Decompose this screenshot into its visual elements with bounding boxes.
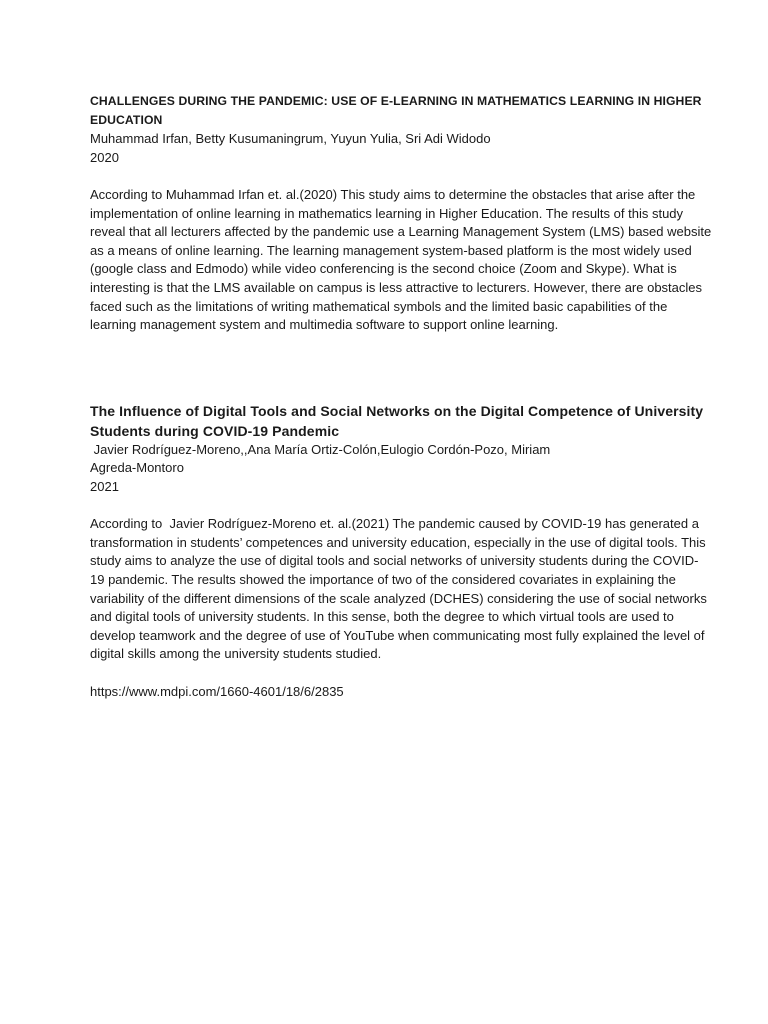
entry-2 [90,401,712,702]
entry-1-abstract: According to Muhammad Irfan et. al.(2020) This study aims to determine the obstacles that arise after the implementation of online learning in mathematics learning in Higher Education. The results of this study reveal that all lecturers affected by the pandemic use a Learning Management System (LMS) based website as a means of online learning. The learning management system-based platform is the most widely used (google class and Edmodo) while video conferencing is the second choice (Zoom and Skype). What is interesting is that the LMS available on campus is less attractive to lecturers. However, there are obstacles faced such as the limitations of writing mathematical symbols and the limited basic capabilities of the learning management system and multimedia software to support online learning. [90,187,712,333]
entry-2-abstract: According to Javier Rodríguez-Moreno et. al.(2021) The pandemic caused by COVID-19 has generated a transformation in students’ competences and university education, especially in the use of digital tools. This study aims to analyze the use of digital tools and social networks of university students during the COVID-19 pandemic. The results showed the importance of two of the considered covariates in explaining the variability of the different dimensions of the scale analyzed (DCHES) considering the use of social networks and digital tools of university students. In this sense, both the degree to which virtual tools are used to develop teamwork and the degree of use of YouTube when communicating most fully explained the level of digital skills among the university students studied. [90,516,711,662]
entry-2-year: 2021 [90,478,119,494]
entry-2-title: The Influence of Digital Tools and Social Networks on the Digital Competence of University Students during COVID-19 Pandemic [90,402,704,439]
entry-1-authors: Muhammad Irfan, Betty Kusumaningrum, Yuyun Yulia, Sri Adi Widodo [90,131,491,146]
document-page [90,92,712,702]
entry-1 [90,92,712,335]
entry-1-title: CHALLENGES DURING THE PANDEMIC: USE OF E-LEARNING IN MATHEMATICS LEARNING IN HIGHER EDUCATION [90,94,702,127]
entry-2-link[interactable]: https://www.mdpi.com/1660-4601/18/6/2835 [90,684,344,699]
entry-1-year: 2020 [90,149,119,165]
entry-2-authors: Javier Rodríguez-Moreno,,Ana María Ortiz-Colón,Eulogio Cordón-Pozo, Miriam Agreda-Montoro [90,441,554,476]
